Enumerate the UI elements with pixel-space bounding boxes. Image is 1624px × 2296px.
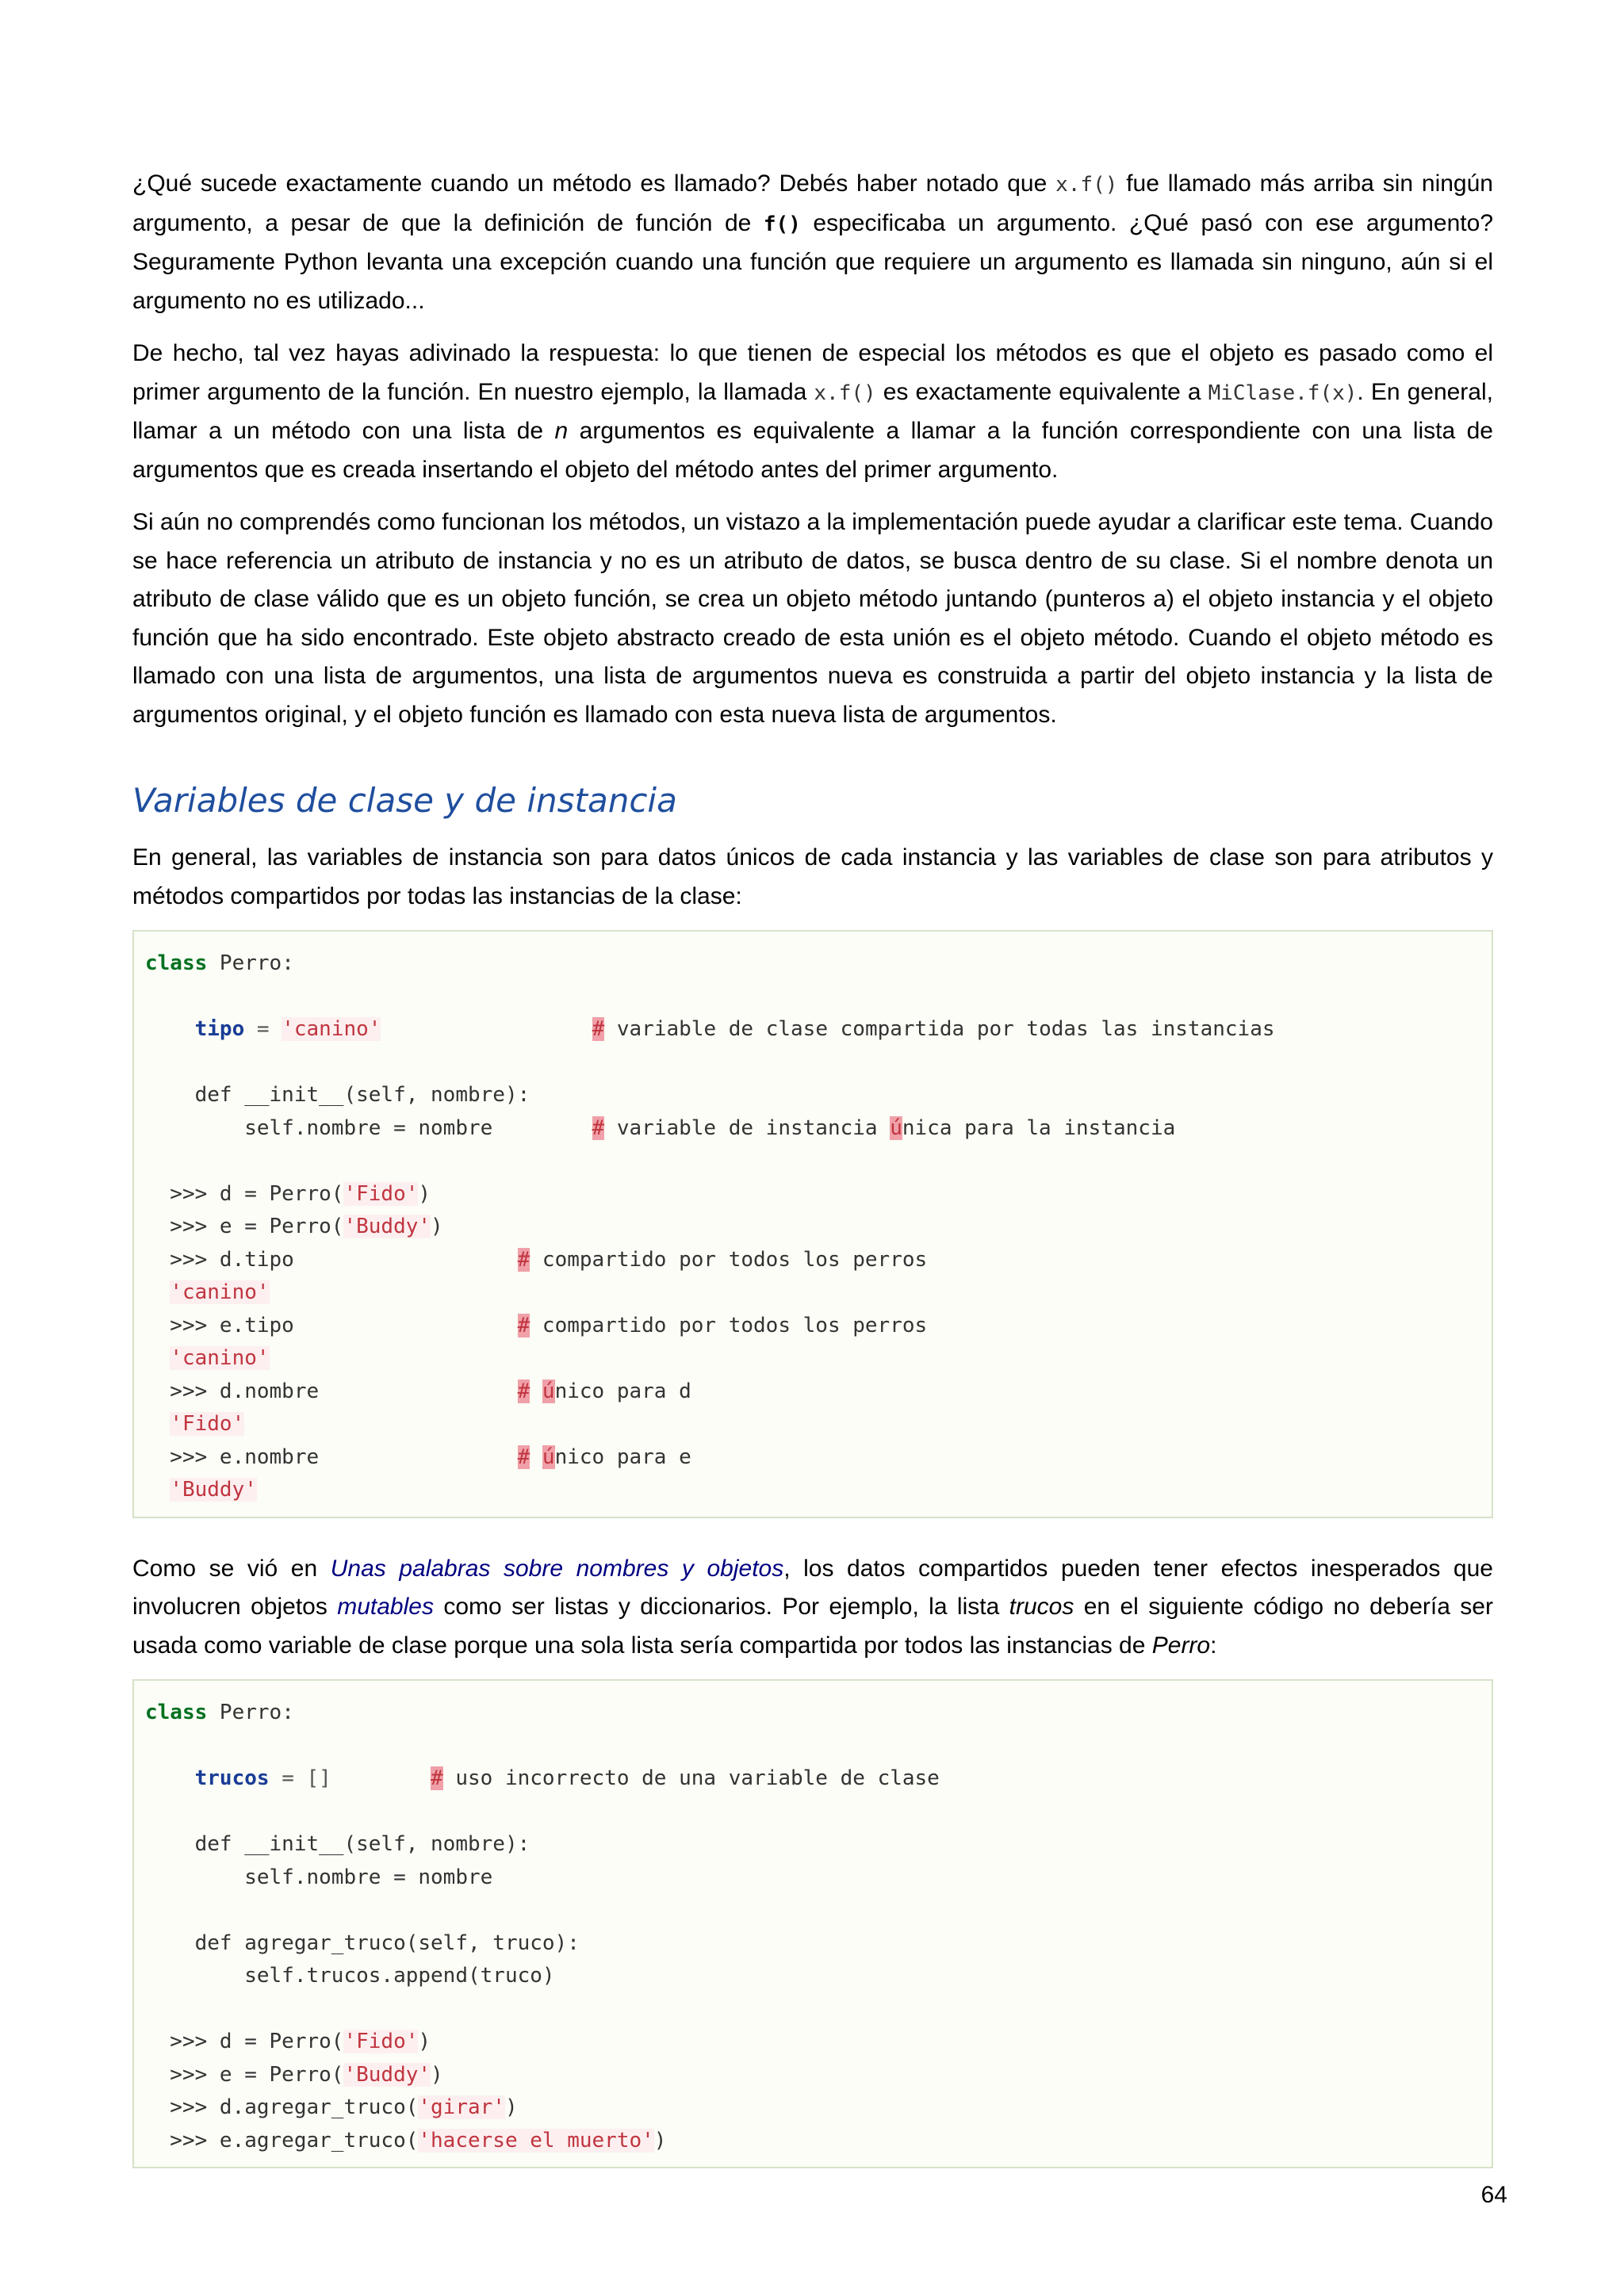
code-text: = xyxy=(244,1017,282,1041)
code-text: >>> d.tipo xyxy=(145,1247,518,1272)
string-literal: 'Fido' xyxy=(170,1412,245,1436)
code-line-empty xyxy=(145,1894,1480,1927)
string-literal: 'Buddy' xyxy=(343,1215,431,1238)
error-char: ú xyxy=(542,1445,555,1469)
text-span: argumentos es equivalente a llamar a la función correspondiente con una lista de argumentos que es creada insertando el objeto del método antes del primer argumento. xyxy=(132,418,1493,483)
code-block-perro-tipo xyxy=(132,930,1493,1518)
code-line: def agregar_truco(self, truco): xyxy=(145,1931,580,1955)
error-char: ú xyxy=(890,1115,902,1140)
code-comment: compartido por todos los perros xyxy=(530,1247,928,1272)
text-span: como ser listas y diccionarios. Por ejemplo, la lista xyxy=(433,1594,1009,1620)
code-text: >>> d.nombre xyxy=(145,1379,518,1403)
text-span: fue llamado más arriba sin ningún argumento, a pesar de que la definición de función de xyxy=(132,170,1493,236)
comment-hash: # xyxy=(592,1115,605,1140)
code-line-empty xyxy=(145,1796,1480,1829)
string-literal: 'Fido' xyxy=(343,2030,419,2053)
paragraph-implementation: Si aún no comprendés como funcionan los métodos, un vistazo a la implementación puede ayudar a clarificar este tema. Cuando se hace referencia un atributo de instancia y no es un atributo de datos, se busca dentro de su clase. Si el nombre denota un atributo de clase válido que es un objeto función, se crea un objeto método juntando (punteros a) el objeto instancia y el objeto función que ha sido encontrado. Este objeto abstracto creado de esta unión es el objeto método. Cuando el objeto método es llamado con una lista de argumentos, una lista de argumentos nueva es construida a partir del objeto instancia y la lista de argumentos original, y el objeto función es llamado con esta nueva lista de argumentos. xyxy=(132,509,1493,728)
code-line xyxy=(145,1697,1480,1730)
code-text: ) xyxy=(653,2128,667,2152)
inline-code: x.f() xyxy=(1055,173,1118,197)
page-number: 64 xyxy=(1480,2182,1507,2208)
code-text: >>> e.tipo xyxy=(145,1313,518,1337)
paragraph-mutable-warning xyxy=(132,1550,1493,1666)
code-line-empty xyxy=(145,981,1480,1014)
code-line xyxy=(145,1474,1480,1507)
code-text: ) xyxy=(418,1181,431,1206)
code-text: >>> d = Perro( xyxy=(145,2030,344,2053)
keyword: class xyxy=(145,951,208,975)
paragraph-answer xyxy=(132,335,1493,489)
text-span: es exactamente equivalente a xyxy=(875,378,1208,405)
text-span: , los datos compartidos pueden tener efectos inesperados que involucren objetos xyxy=(132,1555,1493,1620)
emphasis: n xyxy=(554,418,569,444)
code-line xyxy=(145,2026,1480,2059)
inline-code: f() xyxy=(763,212,801,236)
string-literal: 'hacerse el muerto' xyxy=(418,2128,654,2152)
code-text xyxy=(530,1445,542,1469)
text-span: . En general, llamar a un método con una lista de xyxy=(132,378,1493,444)
code-text: ) xyxy=(431,1215,443,1238)
code-text: = [] xyxy=(269,1766,431,1790)
comment-hash: # xyxy=(517,1445,530,1469)
text-span: Como se vió en xyxy=(132,1555,331,1582)
comment-hash: # xyxy=(431,1766,443,1790)
string-literal: 'Fido' xyxy=(343,1181,419,1206)
string-literal: 'canino' xyxy=(170,1280,270,1304)
code-text: self.nombre = nombre xyxy=(145,1115,592,1140)
code-line xyxy=(145,1762,1480,1796)
code-line xyxy=(145,2091,1480,2125)
string-literal: 'canino' xyxy=(282,1017,381,1041)
code-line xyxy=(145,1178,1480,1211)
link-nombres-objetos[interactable]: Unas palabras sobre nombres y objetos xyxy=(330,1555,784,1582)
emphasis: trucos xyxy=(1009,1594,1074,1620)
string-literal: 'canino' xyxy=(170,1346,270,1370)
code-comment: nica para la instancia xyxy=(902,1115,1176,1140)
inline-code: x.f() xyxy=(814,381,876,405)
code-comment: nico para d xyxy=(554,1379,691,1403)
code-text: ) xyxy=(418,2030,431,2053)
section-title: Variables de clase y de instancia xyxy=(132,781,677,820)
code-line xyxy=(145,1376,1480,1409)
text-span: De hecho, tal vez hayas adivinado la respuesta: lo que tienen de especial los métodos es que el objeto es pasado como el primer argumento de la función. En nuestro ejemplo, la llamada xyxy=(132,340,1493,405)
code-line xyxy=(145,1441,1480,1475)
string-literal: 'girar' xyxy=(418,2095,505,2119)
keyword: class xyxy=(145,1701,208,1724)
code-comment: uso incorrecto de una variable de clase xyxy=(442,1766,940,1790)
text-span: ¿Qué sucede exactamente cuando un método es llamado? Debés haber notado que xyxy=(132,170,1056,197)
code-line xyxy=(145,1013,1480,1047)
code-text xyxy=(381,1017,592,1041)
comment-hash: # xyxy=(517,1247,530,1272)
text-span: especificaba un argumento. ¿Qué pasó con ese argumento? Seguramente Python levanta una excepción cuando una función que requiere un argumento es llamada sin ninguno, aún si el argumento no es utilizado... xyxy=(132,209,1493,314)
code-text: >>> d = Perro( xyxy=(145,1181,344,1206)
code-text: Perro: xyxy=(207,951,294,975)
comment-hash: # xyxy=(517,1313,530,1337)
error-char: ú xyxy=(542,1379,555,1403)
code-line: def __init__(self, nombre): xyxy=(145,1832,530,1856)
code-line-empty xyxy=(145,1047,1480,1080)
code-text: ) xyxy=(504,2095,518,2119)
code-text: >>> e.agregar_truco( xyxy=(145,2128,419,2152)
code-text xyxy=(530,1380,542,1403)
code-line xyxy=(145,1408,1480,1441)
code-line-empty xyxy=(145,1145,1480,1178)
inline-code: MiClase.f(x) xyxy=(1208,381,1358,405)
code-line xyxy=(145,2059,1480,2092)
code-comment: variable de clase compartida por todas las instancias xyxy=(604,1017,1275,1041)
code-line xyxy=(145,1342,1480,1376)
text-span: en el siguiente código no debería ser usada como variable de clase porque una sola lista sería compartida por todos las instancias de xyxy=(132,1594,1493,1659)
emphasis: Perro xyxy=(1151,1632,1211,1659)
code-line: def __init__(self, nombre): xyxy=(145,1083,530,1107)
code-text: Perro: xyxy=(207,1701,294,1724)
paragraph-class-instance-vars: En general, las variables de instancia son para datos únicos de cada instancia y las variables de clase son para atributos y métodos compartidos por todas las instancias de la clase: xyxy=(132,844,1493,909)
code-line xyxy=(145,1112,1480,1146)
code-text: >>> e = Perro( xyxy=(145,2062,344,2087)
code-line: self.trucos.append(truco) xyxy=(145,1964,555,1988)
attribute-name: tipo xyxy=(194,1017,245,1041)
string-literal: 'Buddy' xyxy=(343,2062,431,2087)
link-mutables[interactable]: mutables xyxy=(337,1594,434,1620)
code-comment: nico para e xyxy=(554,1445,691,1469)
code-line xyxy=(145,1211,1480,1244)
comment-hash: # xyxy=(517,1379,530,1403)
code-text: ) xyxy=(431,2062,443,2087)
code-line xyxy=(145,1244,1480,1277)
code-comment: variable de instancia xyxy=(604,1115,891,1140)
comment-hash: # xyxy=(592,1017,605,1041)
code-line xyxy=(145,1310,1480,1343)
code-line xyxy=(145,947,1480,981)
page-content xyxy=(132,165,1493,2200)
code-text: >>> e = Perro( xyxy=(145,1215,344,1238)
code-line xyxy=(145,2125,1480,2158)
text-span: : xyxy=(1210,1632,1217,1659)
code-line-empty xyxy=(145,1730,1480,1763)
code-line xyxy=(145,1276,1480,1310)
attribute-name: trucos xyxy=(194,1766,270,1790)
code-comment: compartido por todos los perros xyxy=(530,1313,928,1337)
paragraph-method-call xyxy=(132,165,1493,320)
code-block-perro-trucos xyxy=(132,1679,1493,2168)
code-text: >>> e.nombre xyxy=(145,1445,518,1469)
code-line: self.nombre = nombre xyxy=(145,1865,493,1889)
code-line-empty xyxy=(145,1993,1480,2026)
string-literal: 'Buddy' xyxy=(170,1478,257,1502)
code-text: >>> d.agregar_truco( xyxy=(145,2095,419,2119)
